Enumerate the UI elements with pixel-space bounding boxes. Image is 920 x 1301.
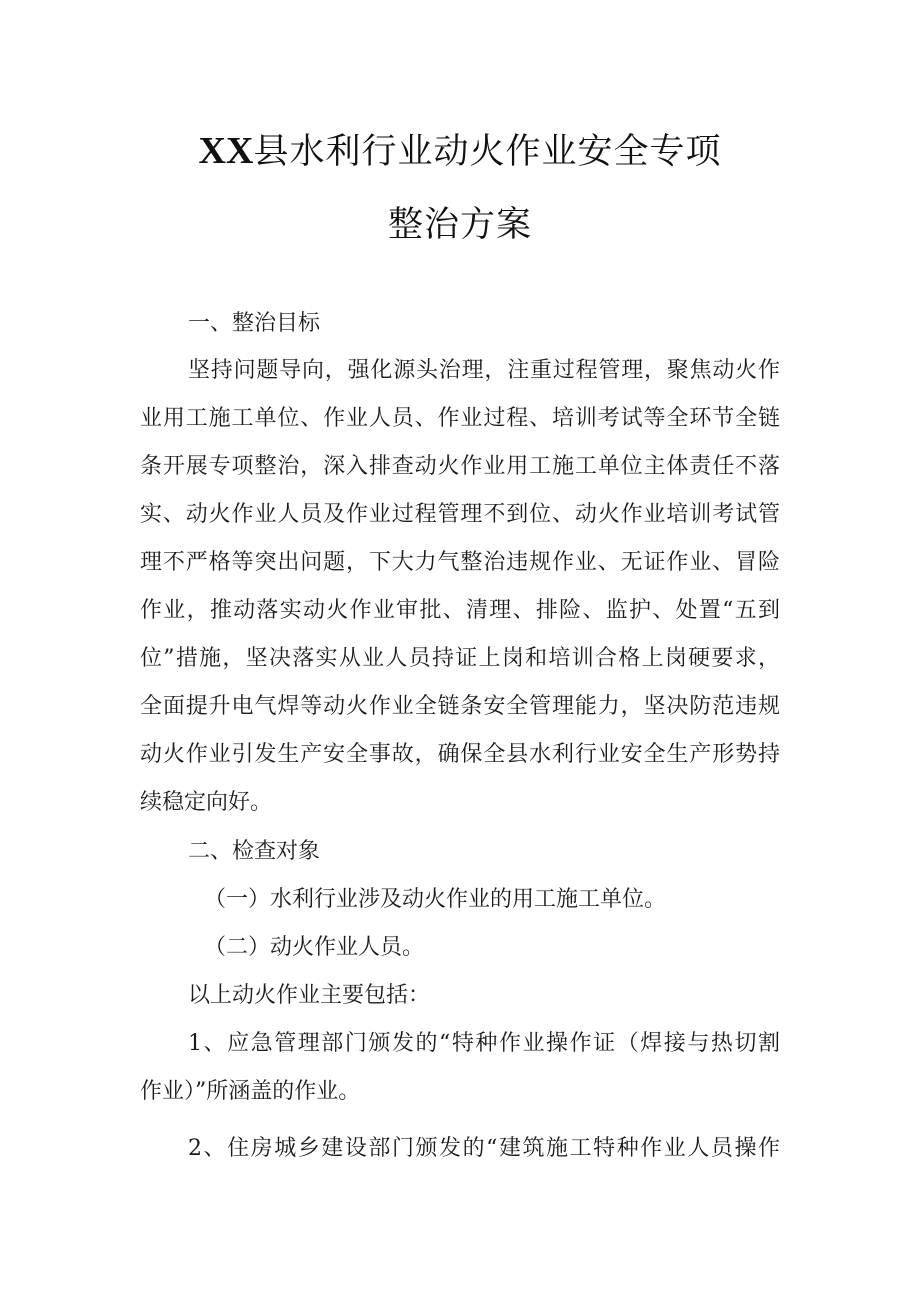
list-item: （一）水利行业涉及动火作业的用工施工单位。 bbox=[204, 887, 667, 912]
paragraph-line: 续稳定向好。 bbox=[140, 790, 273, 815]
paragraph-line: 位”措施，坚决落实从业人员持证上岗和培训合格上岗硬要求， bbox=[140, 646, 780, 671]
document-title-line-2: 整治方案 bbox=[387, 205, 532, 245]
paragraph-line: 作业，推动落实动火作业审批、清理、排险、监护、处置“五到 bbox=[140, 598, 780, 623]
paragraph-line: 条开展专项整治，深入排查动火作业用工施工单位主体责任不落 bbox=[140, 454, 780, 479]
list-item: 1、应急管理部门颁发的“特种作业操作证（焊接与热切割 bbox=[188, 1031, 780, 1056]
section-heading-goal: 一、整治目标 bbox=[188, 311, 321, 336]
paragraph-line: 作业）”所涵盖的作业。 bbox=[140, 1079, 361, 1104]
paragraph-line: 业用工施工单位、作业人员、作业过程、培训考试等全环节全链 bbox=[140, 406, 780, 431]
list-item: （二）动火作业人员。 bbox=[204, 935, 425, 960]
paragraph-line: 以上动火作业主要包括： bbox=[188, 983, 431, 1008]
title-prefix: XX bbox=[198, 130, 254, 172]
paragraph-line: 动火作业引发生产安全事故，确保全县水利行业安全生产形势持 bbox=[140, 742, 780, 767]
paragraph-line: 理不严格等突出问题，下大力气整治违规作业、无证作业、冒险 bbox=[140, 550, 780, 575]
paragraph-line: 全面提升电气焊等动火作业全链条安全管理能力，坚决防范违规 bbox=[140, 694, 780, 719]
section-heading-targets: 二、检查对象 bbox=[188, 839, 321, 864]
paragraph-line: 坚持问题导向，强化源头治理，注重过程管理，聚焦动火作 bbox=[188, 358, 780, 383]
title-text: 县水利行业动火作业安全专项 bbox=[253, 132, 722, 172]
list-item: 2、住房城乡建设部门颁发的“建筑施工特种作业人员操作 bbox=[188, 1136, 780, 1161]
paragraph-line: 实、动火作业人员及作业过程管理不到位、动火作业培训考试管 bbox=[140, 502, 780, 527]
document-title-line-1 bbox=[0, 124, 920, 174]
